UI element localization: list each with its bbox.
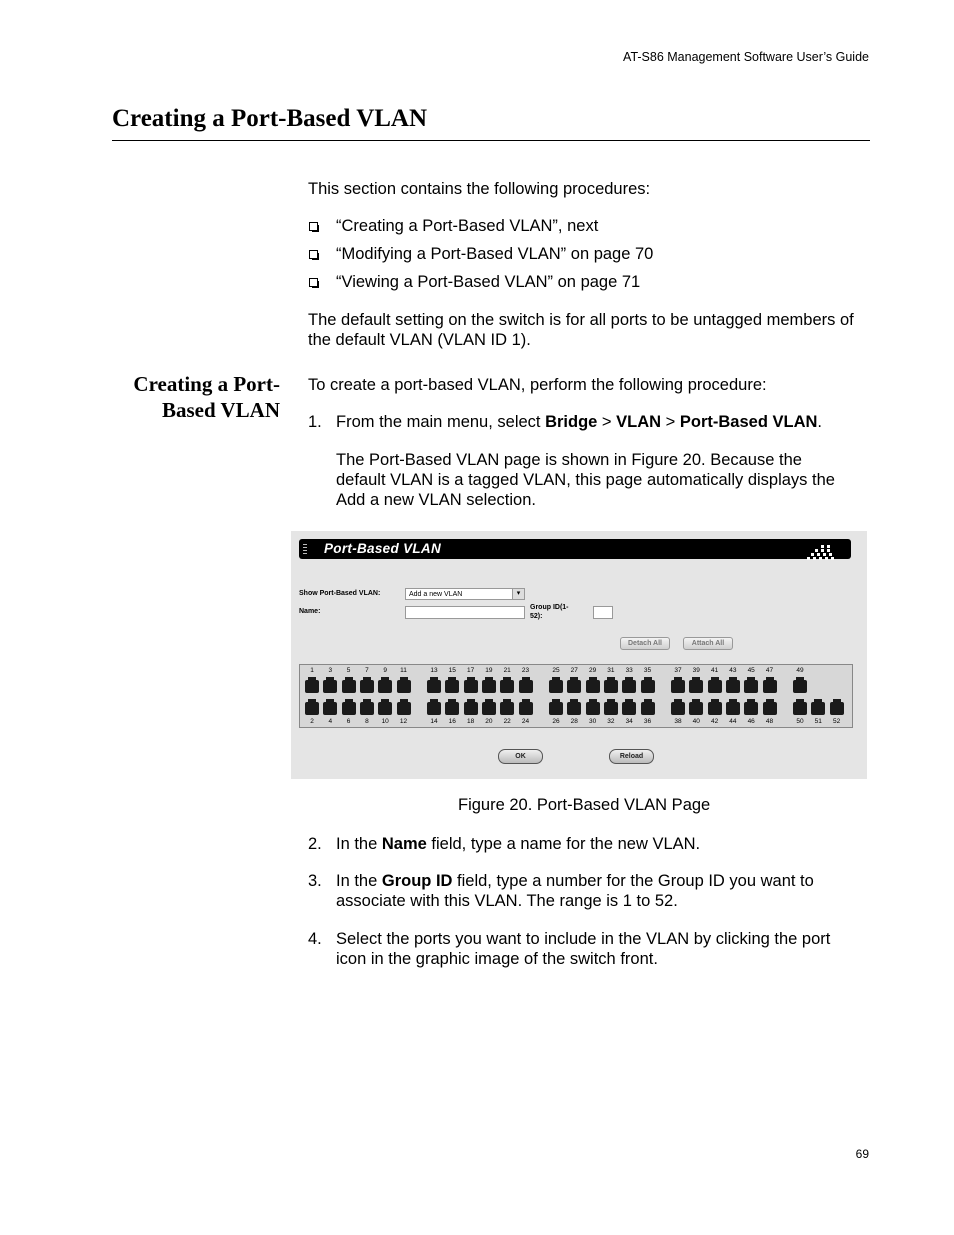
- grip-icon: [303, 544, 307, 554]
- port-33-icon[interactable]: [622, 680, 636, 693]
- port-number-label: 40: [692, 718, 700, 725]
- description-line: Add a new VLAN selection.: [336, 491, 536, 509]
- port-37-icon[interactable]: [671, 680, 685, 693]
- procedure-list: [308, 216, 653, 300]
- port-number-label: 7: [365, 667, 369, 674]
- port-1-icon[interactable]: [305, 680, 319, 693]
- port-35-icon[interactable]: [641, 680, 655, 693]
- step-text-part: field, type a name for the new VLAN.: [426, 835, 701, 853]
- list-item: [308, 244, 653, 272]
- port-10-icon[interactable]: [378, 702, 392, 715]
- port-number-label: 11: [400, 667, 407, 674]
- port-9-icon[interactable]: [378, 680, 392, 693]
- step-text-part: From the main menu, select: [336, 413, 546, 431]
- port-number-label: 23: [521, 667, 530, 674]
- port-51-icon[interactable]: [811, 702, 825, 715]
- step-text: [336, 412, 873, 432]
- port-number-label: 46: [747, 718, 755, 725]
- page-number: 69: [855, 1147, 869, 1161]
- port-number-label: 28: [570, 718, 578, 725]
- port-number-label: 2: [310, 718, 314, 725]
- port-number-label: 51: [814, 718, 822, 725]
- port-11-icon[interactable]: [397, 680, 411, 693]
- port-46-icon[interactable]: [744, 702, 758, 715]
- port-number-label: 13: [430, 667, 438, 674]
- default-note-line: the default VLAN (VLAN ID 1).: [308, 331, 531, 349]
- port-number-label: 17: [466, 667, 475, 674]
- port-number-label: 41: [710, 667, 719, 674]
- list-item: [308, 216, 653, 244]
- port-22-icon[interactable]: [500, 702, 514, 715]
- port-based-vlan-screenshot: [291, 531, 867, 779]
- port-7-icon[interactable]: [360, 680, 374, 693]
- step-1-description: [336, 450, 866, 510]
- title-rule: [112, 140, 870, 141]
- group-id-label-line: Group ID(1-: [530, 604, 569, 611]
- port-number-label: 26: [552, 718, 560, 725]
- port-52-icon[interactable]: [830, 702, 844, 715]
- default-note: [308, 310, 873, 350]
- figure-page-title: Port-Based VLAN: [324, 541, 442, 556]
- port-42-icon[interactable]: [708, 702, 722, 715]
- figure-caption: Figure 20. Port-Based VLAN Page: [458, 796, 711, 814]
- port-2-icon[interactable]: [305, 702, 319, 715]
- step-text-part: .: [817, 413, 823, 431]
- switch-front-panel: [299, 664, 853, 728]
- detach-all-button[interactable]: Detach All: [620, 637, 670, 650]
- port-number-label: 33: [625, 667, 633, 674]
- intro-paragraph: This section contains the following procedures:: [308, 180, 651, 198]
- port-number-label: 14: [430, 718, 438, 725]
- port-3-icon[interactable]: [323, 680, 337, 693]
- port-number-label: 21: [503, 667, 511, 674]
- port-28-icon[interactable]: [567, 702, 581, 715]
- port-number-label: 1: [310, 667, 314, 674]
- port-49-icon[interactable]: [793, 680, 807, 693]
- create-intro: To create a port-based VLAN, perform the following procedure:: [308, 376, 767, 394]
- port-19-icon[interactable]: [482, 680, 496, 693]
- step-number: 3.: [308, 872, 322, 890]
- subsection-title: [112, 371, 280, 423]
- port-number-label: 47: [765, 667, 774, 674]
- port-number-label: 42: [710, 718, 719, 725]
- menu-port-based-vlan: Port-Based VLAN: [679, 413, 818, 431]
- port-20-icon[interactable]: [482, 702, 496, 715]
- port-number-label: 18: [466, 718, 475, 725]
- port-number-label: 38: [674, 718, 682, 725]
- port-18-icon[interactable]: [464, 702, 478, 715]
- port-25-icon[interactable]: [549, 680, 563, 693]
- port-number-label: 30: [588, 718, 597, 725]
- port-43-icon[interactable]: [726, 680, 740, 693]
- section-title: Creating a Port-Based VLAN: [112, 105, 428, 132]
- port-number-label: 45: [747, 667, 755, 674]
- port-39-icon[interactable]: [689, 680, 703, 693]
- port-number-label: 6: [346, 718, 351, 725]
- port-number-label: 3: [328, 667, 333, 674]
- select-value: Add a new VLAN: [409, 591, 463, 598]
- ok-button[interactable]: OK: [498, 749, 543, 764]
- port-17-icon[interactable]: [464, 680, 478, 693]
- port-number-label: 44: [729, 718, 737, 725]
- checkbox-bullet-icon: [309, 278, 318, 287]
- port-6-icon[interactable]: [342, 702, 356, 715]
- port-45-icon[interactable]: [744, 680, 758, 693]
- description-line: The Port-Based VLAN page is shown in Figure 20. Because the: [336, 451, 802, 469]
- checkbox-bullet-icon: [309, 250, 318, 259]
- step-text-part: In the: [336, 835, 382, 853]
- port-number-label: 24: [521, 718, 530, 725]
- port-32-icon[interactable]: [604, 702, 618, 715]
- port-50-icon[interactable]: [793, 702, 807, 715]
- port-number-label: 52: [832, 718, 841, 725]
- port-number-label: 32: [607, 718, 615, 725]
- port-30-icon[interactable]: [586, 702, 600, 715]
- port-44-icon[interactable]: [726, 702, 740, 715]
- port-number-label: 12: [399, 718, 408, 725]
- port-15-icon[interactable]: [445, 680, 459, 693]
- step-text-part: >: [661, 413, 680, 431]
- port-8-icon[interactable]: [360, 702, 374, 715]
- port-number-label: 39: [692, 667, 700, 674]
- field-name-ref: Name: [381, 835, 427, 853]
- step-text-part: In the: [336, 872, 382, 890]
- port-number-label: 50: [796, 718, 804, 725]
- port-number-label: 27: [570, 667, 578, 674]
- step-text: [336, 834, 873, 854]
- running-header: AT-S86 Management Software User’s Guide: [623, 50, 869, 64]
- step-text-part: field, type a number for the Group ID you want to: [452, 872, 814, 890]
- list-item: [308, 272, 653, 300]
- port-40-icon[interactable]: [689, 702, 703, 715]
- port-14-icon[interactable]: [427, 702, 441, 715]
- step-text-part: icon in the graphic image of the switch front.: [336, 950, 658, 968]
- subsection-title-line: Creating a Port-: [133, 372, 280, 396]
- chevron-down-icon[interactable]: ▾: [512, 589, 524, 599]
- show-vlan-label: Show Port-Based VLAN:: [299, 590, 381, 597]
- port-12-icon[interactable]: [397, 702, 411, 715]
- port-23-icon[interactable]: [519, 680, 533, 693]
- port-number-label: 4: [328, 718, 333, 725]
- reload-button[interactable]: Reload: [609, 749, 654, 764]
- description-line: default VLAN is a tagged VLAN, this page automatically displays the: [336, 471, 835, 489]
- figure-title-bar: [299, 539, 851, 559]
- port-number-label: 16: [448, 718, 456, 725]
- step-number: 1.: [308, 413, 322, 431]
- port-number-label: 35: [643, 667, 652, 674]
- logo-icon: [807, 545, 835, 567]
- port-number-label: 25: [552, 667, 560, 674]
- step-text-part: associate with this VLAN. The range is 1 to 52.: [336, 892, 678, 910]
- port-number-label: 22: [503, 718, 511, 725]
- step-text-part: Select the ports you want to include in the VLAN by clicking the port: [336, 930, 831, 948]
- procedure-link-viewing: “Viewing a Port-Based VLAN” on page 71: [336, 273, 641, 291]
- port-38-icon[interactable]: [671, 702, 685, 715]
- port-number-label: 8: [365, 718, 369, 725]
- port-41-icon[interactable]: [708, 680, 722, 693]
- step-text-part: >: [597, 413, 617, 431]
- group-id-field[interactable]: [593, 606, 613, 619]
- port-number-label: 36: [643, 718, 652, 725]
- port-13-icon[interactable]: [427, 680, 441, 693]
- port-number-label: 49: [796, 667, 804, 674]
- port-number-label: 10: [381, 718, 389, 725]
- group-id-label-line: 52):: [530, 613, 543, 620]
- port-27-icon[interactable]: [567, 680, 581, 693]
- port-number-label: 34: [625, 718, 633, 725]
- port-number-label: 31: [607, 667, 615, 674]
- port-number-label: 15: [448, 667, 456, 674]
- menu-vlan: VLAN: [616, 413, 662, 431]
- step-text: [336, 871, 873, 911]
- port-34-icon[interactable]: [622, 702, 636, 715]
- port-4-icon[interactable]: [323, 702, 337, 715]
- step-number: 4.: [308, 930, 322, 948]
- procedure-link-modifying: “Modifying a Port-Based VLAN” on page 70: [336, 245, 654, 263]
- name-label: Name:: [299, 608, 321, 615]
- port-29-icon[interactable]: [586, 680, 600, 693]
- group-id-label: [530, 603, 569, 621]
- show-vlan-select[interactable]: [405, 588, 525, 600]
- subsection-title-line: Based VLAN: [161, 398, 280, 422]
- port-number-label: 37: [674, 667, 682, 674]
- port-47-icon[interactable]: [763, 680, 777, 693]
- port-number-label: 19: [485, 667, 493, 674]
- procedure-link-creating: “Creating a Port-Based VLAN”, next: [336, 217, 599, 235]
- port-number-label: 9: [383, 667, 387, 674]
- default-note-line: The default setting on the switch is for all ports to be untagged members of: [308, 311, 854, 329]
- attach-all-button[interactable]: Attach All: [683, 637, 733, 650]
- port-number-label: 48: [765, 718, 774, 725]
- checkbox-bullet-icon: [309, 222, 318, 231]
- port-number-label: 29: [588, 667, 597, 674]
- port-16-icon[interactable]: [445, 702, 459, 715]
- port-number-label: 43: [729, 667, 737, 674]
- menu-bridge: Bridge: [545, 413, 598, 431]
- name-field[interactable]: [405, 606, 525, 619]
- port-31-icon[interactable]: [604, 680, 618, 693]
- port-24-icon[interactable]: [519, 702, 533, 715]
- field-group-id-ref: Group ID: [381, 872, 453, 890]
- port-21-icon[interactable]: [500, 680, 514, 693]
- port-number-label: 20: [485, 718, 493, 725]
- step-text: [336, 929, 873, 969]
- port-26-icon[interactable]: [549, 702, 563, 715]
- port-number-label: 5: [346, 667, 351, 674]
- port-48-icon[interactable]: [763, 702, 777, 715]
- port-36-icon[interactable]: [641, 702, 655, 715]
- step-number: 2.: [308, 835, 322, 853]
- port-5-icon[interactable]: [342, 680, 356, 693]
